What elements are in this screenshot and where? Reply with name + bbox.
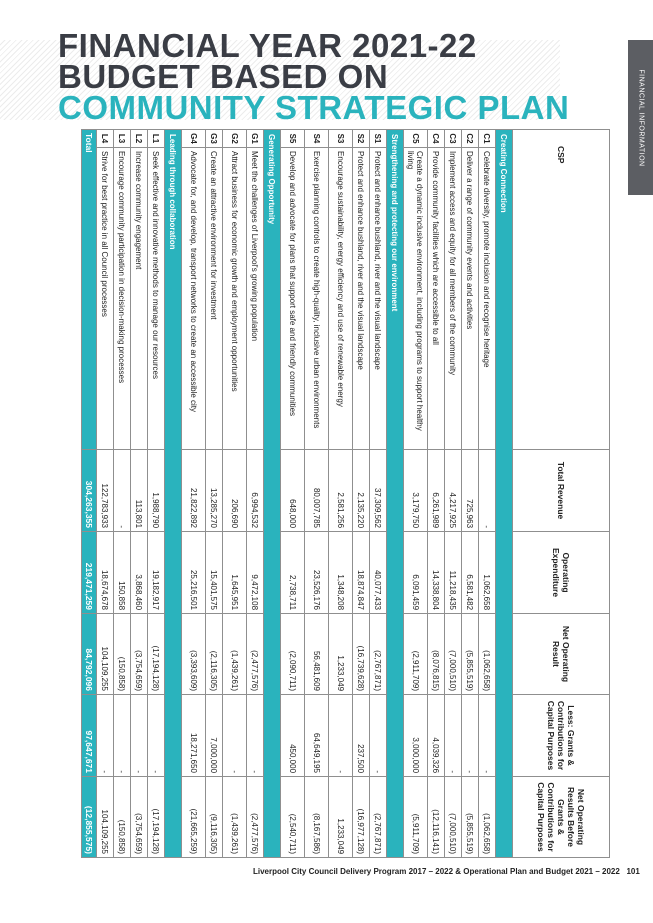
net-before-grants-cell: (21,665,259) — [182, 777, 206, 858]
net-before-grants-cell: (2,540,711) — [281, 777, 305, 858]
table-row — [182, 130, 206, 858]
section-title: Strengthening and protecting our environment — [387, 130, 404, 858]
table-header-row — [513, 130, 610, 858]
page-number: 101 — [626, 867, 640, 876]
csp-code: G4 — [182, 130, 206, 148]
operating-expenditure-cell: 15,401,575 — [206, 532, 223, 614]
csp-description: Create an attractive environment for investment — [206, 148, 223, 450]
operating-expenditure-cell: 19,182,917 — [148, 532, 165, 614]
header-csp: CSP — [513, 130, 610, 450]
csp-description: Strive for best practice in all Council processes — [97, 148, 114, 450]
csp-description: Meet the challenges of Liverpool's growing population — [247, 148, 264, 450]
side-tab-label: FINANCIAL INFORMATION — [637, 68, 644, 167]
net-operating-result-cell: 56,481,609 — [305, 614, 329, 695]
budget-table-container — [84, 129, 610, 857]
grants-contributions-cell: - — [223, 695, 247, 777]
net-operating-result-cell: (8,076,815) — [428, 614, 445, 695]
csp-code: G2 — [223, 130, 247, 148]
total-revenue-cell: 113,801 — [131, 450, 148, 532]
net-before-grants-cell: (12,116,141) — [428, 777, 445, 858]
section-header-row — [496, 130, 513, 858]
table-row — [131, 130, 148, 858]
csp-description: Exercise planning controls to create high-quality, inclusive urban environments — [305, 148, 329, 450]
csp-code: L1 — [148, 130, 165, 148]
net-operating-result-cell: 1,233,049 — [329, 614, 353, 695]
net-before-grants-cell: (2,477,576) — [247, 777, 264, 858]
net-operating-result-cell: (1,439,261) — [223, 614, 247, 695]
table-row — [462, 130, 479, 858]
operating-expenditure-cell: 25,216,501 — [182, 532, 206, 614]
grants-contributions-cell: - — [479, 695, 496, 777]
table-row — [370, 130, 387, 858]
table-row — [353, 130, 370, 858]
footer-text: Liverpool City Council Delivery Program 2017 – 2022 & Operational Plan and Budget 2021 – 2022 — [253, 867, 620, 876]
total-revenue-cell: - — [479, 450, 496, 532]
operating-expenditure-cell: 40,077,433 — [370, 532, 387, 614]
grants-contributions-cell: - — [148, 695, 165, 777]
budget-table — [81, 129, 610, 858]
csp-code: C3 — [445, 130, 462, 148]
operating-expenditure-cell: 1,348,208 — [329, 532, 353, 614]
total-net-result: 84,792,096 — [82, 614, 97, 695]
operating-expenditure-cell: 6,581,482 — [462, 532, 479, 614]
table-row — [97, 130, 114, 858]
net-before-grants-cell: (1,439,261) — [223, 777, 247, 858]
table-row — [329, 130, 353, 858]
csp-code: S1 — [370, 130, 387, 148]
net-before-grants-cell: 1,233,049 — [329, 777, 353, 858]
net-before-grants-cell: (1,062,658) — [479, 777, 496, 858]
grants-contributions-cell: 450,000 — [281, 695, 305, 777]
net-operating-result-cell: (3,393,609) — [182, 614, 206, 695]
net-before-grants-cell: 104,109,255 — [97, 777, 114, 858]
total-revenue-cell: 648,000 — [281, 450, 305, 532]
csp-description: Seek effective and innovative methods to manage our resources — [148, 148, 165, 450]
section-title: Creating Connection — [496, 130, 513, 858]
net-operating-result-cell: (2,477,576) — [247, 614, 264, 695]
grants-contributions-cell: 4,039,326 — [428, 695, 445, 777]
net-operating-result-cell: (17,194,128) — [148, 614, 165, 695]
page-footer — [253, 867, 640, 876]
csp-code: C2 — [462, 130, 479, 148]
total-expenditure: 219,471,259 — [82, 532, 97, 614]
csp-code: S2 — [353, 130, 370, 148]
csp-description: Implement access and equity for all members of the community — [445, 148, 462, 450]
total-revenue-cell: - — [114, 450, 131, 532]
csp-code: G1 — [247, 130, 264, 148]
page-title — [58, 27, 570, 126]
title-line-2: BUDGET BASED ON — [58, 58, 389, 95]
net-before-grants-cell: (9,116,305) — [206, 777, 223, 858]
table-row — [305, 130, 329, 858]
net-before-grants-cell: (8,167,586) — [305, 777, 329, 858]
title-line-1: FINANCIAL YEAR 2021-22 — [58, 27, 477, 64]
table-row — [445, 130, 462, 858]
table-row — [148, 130, 165, 858]
csp-description: Encourage community participation in decision-making processes — [114, 148, 131, 450]
title-line-3: COMMUNITY STRATEGIC PLAN — [58, 89, 570, 126]
grants-contributions-cell: - — [370, 695, 387, 777]
csp-code: S5 — [281, 130, 305, 148]
csp-description: Provide community facilities which are accessible to all — [428, 148, 445, 450]
header-total-revenue: Total Revenue — [513, 450, 610, 532]
grants-contributions-cell: 237,500 — [353, 695, 370, 777]
table-row — [281, 130, 305, 858]
net-operating-result-cell: (150,858) — [114, 614, 131, 695]
operating-expenditure-cell: 18,874,847 — [353, 532, 370, 614]
net-operating-result-cell: (7,000,510) — [445, 614, 462, 695]
operating-expenditure-cell: 6,091,459 — [404, 532, 428, 614]
operating-expenditure-cell: 1,645,951 — [223, 532, 247, 614]
net-operating-result-cell: (2,911,709) — [404, 614, 428, 695]
net-before-grants-cell: (3,754,659) — [131, 777, 148, 858]
header-net-operating-result: Net Operating Result — [513, 614, 610, 695]
total-grants: 97,647,671 — [82, 695, 97, 777]
operating-expenditure-cell: 14,338,804 — [428, 532, 445, 614]
net-before-grants-cell: (17,194,128) — [148, 777, 165, 858]
table-row — [479, 130, 496, 858]
csp-description: Attract business for economic growth and employment opportunities — [223, 148, 247, 450]
table-total-row — [82, 130, 97, 858]
csp-code: L4 — [97, 130, 114, 148]
total-revenue-cell: 2,581,256 — [329, 450, 353, 532]
operating-expenditure-cell: 11,218,435 — [445, 532, 462, 614]
table-row — [247, 130, 264, 858]
csp-description: Celebrate diversity, promote inclusion and recognise heritage — [479, 148, 496, 450]
total-revenue-cell: 725,963 — [462, 450, 479, 532]
operating-expenditure-cell: 150,858 — [114, 532, 131, 614]
csp-description: Protect and enhance bushland, river and the visual landscape — [353, 148, 370, 450]
table-body — [97, 130, 513, 858]
total-revenue-cell: 1,988,790 — [148, 450, 165, 532]
csp-description: Protect and enhance bushland, river and the visual landscape — [370, 148, 387, 450]
grants-contributions-cell: 7,000,000 — [206, 695, 223, 777]
section-side-tab — [628, 40, 653, 195]
table-row — [404, 130, 428, 858]
net-before-grants-cell: (16,977,128) — [353, 777, 370, 858]
grants-contributions-cell: 18,271,650 — [182, 695, 206, 777]
total-label: Total — [82, 130, 97, 450]
table-row — [428, 130, 445, 858]
net-operating-result-cell: (16,739,628) — [353, 614, 370, 695]
total-revenue-cell: 37,309,562 — [370, 450, 387, 532]
total-revenue-cell: 2,135,220 — [353, 450, 370, 532]
net-operating-result-cell: 104,109,255 — [97, 614, 114, 695]
csp-description: Advocate for, and develop, transport networks to create an accessible city — [182, 148, 206, 450]
header-operating-expenditure: Operating Expenditure — [513, 532, 610, 614]
operating-expenditure-cell: 9,472,108 — [247, 532, 264, 614]
net-operating-result-cell: (5,855,519) — [462, 614, 479, 695]
net-operating-result-cell: (2,116,305) — [206, 614, 223, 695]
grants-contributions-cell: 64,649,195 — [305, 695, 329, 777]
net-before-grants-cell: (2,767,871) — [370, 777, 387, 858]
section-header-row — [165, 130, 182, 858]
grants-contributions-cell: - — [329, 695, 353, 777]
grants-contributions-cell: - — [445, 695, 462, 777]
operating-expenditure-cell: 1,062,658 — [479, 532, 496, 614]
grants-contributions-cell: - — [114, 695, 131, 777]
total-net-before: (12,855,575) — [82, 777, 97, 858]
grants-contributions-cell: - — [247, 695, 264, 777]
section-header-row — [264, 130, 281, 858]
csp-code: C4 — [428, 130, 445, 148]
operating-expenditure-cell: 2,738,711 — [281, 532, 305, 614]
header-grants-contributions: Less: Grants & Contributions for Capital Purposes — [513, 695, 610, 777]
csp-code: C1 — [479, 130, 496, 148]
section-title: Generating Opportunity — [264, 130, 281, 858]
csp-description: Encourage sustainability, energy efficiency and use of renewable energy — [329, 148, 353, 450]
csp-description: Create a dynamic inclusive environment, including programs to support healthy living — [404, 148, 428, 450]
csp-description: Develop and advocate for plans that support safe and friendly communities — [281, 148, 305, 450]
net-operating-result-cell: (3,754,659) — [131, 614, 148, 695]
total-revenue-cell: 122,783,933 — [97, 450, 114, 532]
csp-code: L3 — [114, 130, 131, 148]
operating-expenditure-cell: 18,674,678 — [97, 532, 114, 614]
csp-description: Deliver a range of community events and activities — [462, 148, 479, 450]
section-header-row — [387, 130, 404, 858]
grants-contributions-cell: 3,000,000 — [404, 695, 428, 777]
total-revenue: 304,263,355 — [82, 450, 97, 532]
csp-code: L2 — [131, 130, 148, 148]
net-before-grants-cell: (5,855,519) — [462, 777, 479, 858]
total-revenue-cell: 3,179,750 — [404, 450, 428, 532]
total-revenue-cell: 6,994,532 — [247, 450, 264, 532]
total-revenue-cell: 13,285,270 — [206, 450, 223, 532]
net-before-grants-cell: (150,858) — [114, 777, 131, 858]
grants-contributions-cell: - — [131, 695, 148, 777]
net-operating-result-cell: (1,062,658) — [479, 614, 496, 695]
section-title: Leading through collaboration — [165, 130, 182, 858]
csp-code: G3 — [206, 130, 223, 148]
csp-code: S3 — [329, 130, 353, 148]
csp-code: C5 — [404, 130, 428, 148]
table-row — [114, 130, 131, 858]
grants-contributions-cell: - — [462, 695, 479, 777]
total-revenue-cell: 4,217,925 — [445, 450, 462, 532]
net-before-grants-cell: (7,000,510) — [445, 777, 462, 858]
net-before-grants-cell: (5,911,709) — [404, 777, 428, 858]
total-revenue-cell: 206,690 — [223, 450, 247, 532]
total-revenue-cell: 21,822,892 — [182, 450, 206, 532]
grants-contributions-cell: - — [97, 695, 114, 777]
table-row — [223, 130, 247, 858]
net-operating-result-cell: (2,090,711) — [281, 614, 305, 695]
operating-expenditure-cell: 23,526,176 — [305, 532, 329, 614]
csp-description: Increase community engagement — [131, 148, 148, 450]
csp-code: S4 — [305, 130, 329, 148]
header-net-before-grants: Net Operating Results Before Grants & Contributions for Capital Purposes — [513, 777, 610, 858]
total-revenue-cell: 80,007,785 — [305, 450, 329, 532]
table-row — [206, 130, 223, 858]
operating-expenditure-cell: 3,868,460 — [131, 532, 148, 614]
net-operating-result-cell: (2,767,871) — [370, 614, 387, 695]
total-revenue-cell: 6,261,989 — [428, 450, 445, 532]
